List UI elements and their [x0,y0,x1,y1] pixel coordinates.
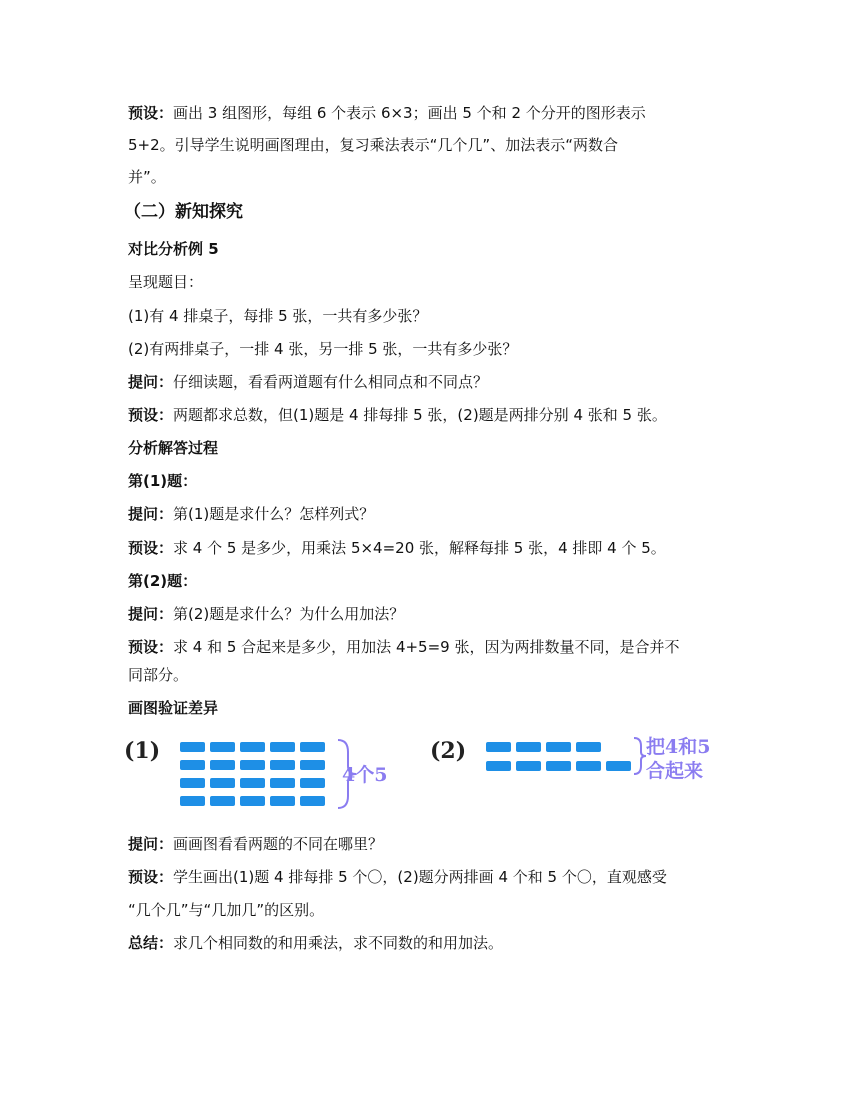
table-bar [210,796,235,806]
table-bar [300,778,325,788]
question-text: 第(2)题是求什么？为什么用加法？ [173,605,405,623]
preset-label: 预设： [128,638,174,656]
question-label: 提问： [128,505,174,523]
table-bar [180,742,205,752]
intro-line-1 [128,102,728,124]
comparison-diagram [118,730,738,820]
intro-line-3: 并”。 [128,168,166,186]
preset-label: 预设： [128,406,174,424]
diagram-1-label: 4个5 [342,764,388,786]
table-bar [180,760,205,770]
question-label: 提问： [128,373,174,391]
question-text: 画画图看看两题的不同在哪里？ [173,835,384,853]
subheading-analysis: 分析解答过程 [128,439,219,457]
problem-2: (2)有两排桌子，一排 4 张，另一排 5 张，一共有多少张？ [128,340,518,358]
table-bar [270,796,295,806]
table-bar [270,778,295,788]
preset-text: 求 4 和 5 合起来是多少，用加法 4+5=9 张，因为两排数量不同，是合并不 [173,638,680,656]
preset-3-cont: 同部分。 [128,666,189,684]
table-bar [240,796,265,806]
question-1 [128,371,728,393]
table-bar [606,761,631,771]
question-3 [128,603,728,625]
question-label: 提问： [128,835,174,853]
part-1-title: 第(1)题： [128,472,198,490]
table-bar [270,760,295,770]
preset-label: 预设： [128,868,174,886]
question-label: 提问： [128,605,174,623]
preset-1 [128,404,728,426]
table-bar [486,742,511,752]
preset-label: 预设： [128,104,174,122]
diagram-2-number: (2) [430,738,467,764]
table-bar [240,760,265,770]
table-bar [240,742,265,752]
intro-text-1: 画出 3 组图形，每组 6 个表示 6×3；画出 5 个和 2 个分开的图形表示 [173,104,646,122]
preset-text: 学生画出(1)题 4 排每排 5 个〇，(2)题分两排画 4 个和 5 个〇，直观感受 [173,868,667,886]
table-bar [180,778,205,788]
table-bar [210,742,235,752]
preset-4-cont: “几个几”与“几加几”的区别。 [128,901,325,919]
preset-2 [128,537,728,559]
question-2 [128,503,728,525]
preset-text: 求 4 个 5 是多少，用乘法 5×4=20 张，解释每排 5 张，4 排即 4 个 5。 [173,539,666,557]
intro-line-2: 5+2。引导学生说明画图理由，复习乘法表示“几个几”、加法表示“两数合 [128,136,618,154]
question-4 [128,833,728,855]
problem-1: (1)有 4 排桌子，每排 5 张，一共有多少张？ [128,307,428,325]
preset-4 [128,866,728,888]
table-bar [210,778,235,788]
table-bar [300,742,325,752]
table-bar [300,760,325,770]
table-bar [210,760,235,770]
table-bar [516,742,541,752]
table-bar [576,761,601,771]
summary-text: 求几个相同数的和用乘法，求不同数的和用加法。 [173,934,504,952]
present-label: 呈现题目： [128,273,204,291]
table-bar [270,742,295,752]
summary [128,932,728,954]
question-text: 仔细读题，看看两道题有什么相同点和不同点？ [173,373,489,391]
table-bar [576,742,601,752]
table-bar [180,796,205,806]
table-bar [486,761,511,771]
preset-3 [128,636,728,658]
summary-label: 总结： [128,934,174,952]
table-bar [240,778,265,788]
preset-text: 两题都求总数，但(1)题是 4 排每排 5 张，(2)题是两排分别 4 张和 5 张。 [173,406,667,424]
question-text: 第(1)题是求什么？怎样列式？ [173,505,375,523]
table-bar [546,761,571,771]
table-bar [546,742,571,752]
table-bar [300,796,325,806]
part-2-title: 第(2)题： [128,572,198,590]
diagram-2-label-bottom: 合起来 [646,760,704,782]
diagram-2-label-top: 把4和5 [646,736,711,758]
table-bar [516,761,541,771]
subheading-draw: 画图验证差异 [128,699,219,717]
section-heading: （二）新知探究 [124,202,243,222]
preset-label: 预设： [128,539,174,557]
subheading-compare: 对比分析例 5 [128,240,219,258]
diagram-1-number: (1) [124,738,161,764]
